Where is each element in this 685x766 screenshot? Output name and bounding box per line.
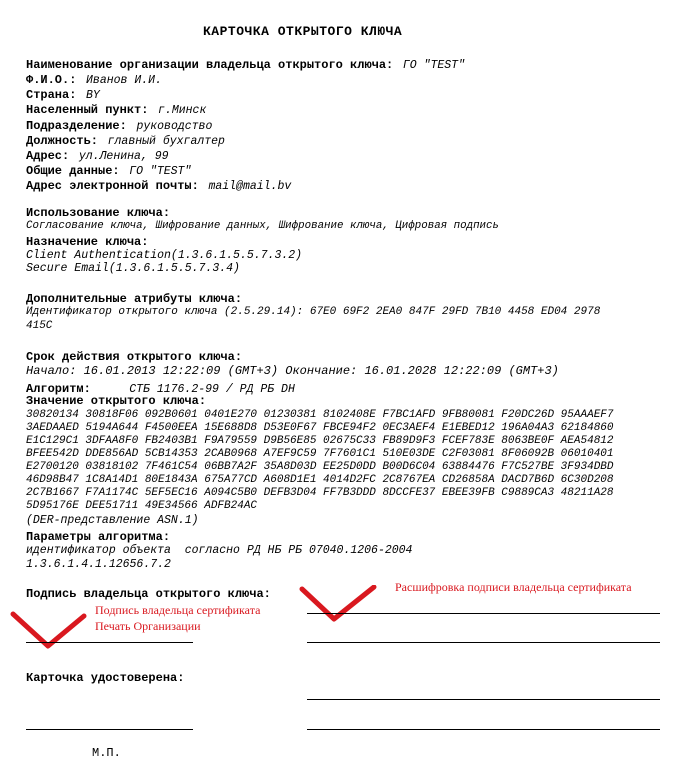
key-line: 30820134 30818F06 092B0601 0401E270 01230381 8102408E F7BC1AFD 9FB80081 F20DC26D 95AAAEF7 (26, 409, 614, 421)
owner-position-value: главный бухгалтер (107, 135, 225, 148)
owner-address-label: Адрес: (26, 149, 70, 163)
owner-common-value: ГО "TEST" (129, 165, 192, 178)
owner-fio-value: Иванов И.И. (86, 74, 162, 87)
signature-line (307, 699, 660, 700)
signature-label: Подпись владельца открытого ключа: (26, 587, 271, 601)
attributes-line-1: Идентификатор открытого ключа (2.5.29.14): 67E0 69F2 2EA0 847F 29FD 7B10 4458 ED04 2978 (26, 306, 601, 318)
usage-value: Согласование ключа, Шифрование данных, Шифрование ключа, Цифровая подпись (26, 220, 499, 232)
signature-line (26, 729, 193, 730)
owner-fio-label: Ф.И.О.: (26, 73, 77, 87)
key-line: 3AEDAAED 5194A644 F4500EEA 15E688D8 D53E0F67 FBCE94F2 0EC3AEF4 E1EBED12 196A04A3 62184860 (26, 422, 614, 434)
key-value-label: Значение открытого ключа: (26, 394, 207, 408)
key-line: E1C129C1 3DFAA8F0 FB2403B1 F9A79559 D9B56E85 02675C33 FB89D9F3 FCEF783E 8063BE0F AEA54812 (26, 435, 614, 447)
sign-annotation-2: Печать Организации (95, 619, 201, 633)
params-line-2: 1.3.6.1.4.1.12656.7.2 (26, 558, 171, 571)
checkmark-icon (298, 585, 378, 625)
signature-line (307, 613, 660, 614)
key-line: E2700120 03818102 7F461C54 06BB7A2F 35A8D03D EE25D0DD B00D6C04 63884476 F7C527BE 3F934DBD (26, 461, 614, 473)
attributes-label: Дополнительные атрибуты ключа: (26, 292, 243, 306)
certified-label: Карточка удостоверена: (26, 671, 185, 685)
params-line-1: идентификатор объекта согласно РД НБ РБ 07040.1206-2004 (26, 544, 413, 557)
owner-dept-label: Подразделение: (26, 119, 127, 133)
der-note: (DER-представление ASN.1) (26, 514, 199, 527)
decode-annotation: Расшифровка подписи владельца сертификата (395, 580, 632, 594)
owner-dept-value: руководство (136, 120, 213, 133)
owner-common-label: Общие данные: (26, 164, 120, 178)
owner-address-value: ул.Ленина, 99 (78, 150, 169, 163)
owner-email-value: mail@mail.bv (208, 180, 292, 193)
sign-annotation-1: Подпись владельца сертификата (95, 603, 261, 617)
owner-email-row (26, 176, 291, 194)
checkmark-icon (8, 610, 88, 650)
attributes-line-2: 415C (26, 320, 53, 332)
page-title: КАРТОЧКА ОТКРЫТОГО КЛЮЧА (203, 24, 403, 39)
key-line: 2C7B1667 F7A1174C 5EF5EC16 A094C5B0 DEFB3D04 FF7B3DDD 8DCCFE37 EBEE39FB C9889CA3 48211A28 (26, 487, 614, 499)
owner-email-label: Адрес электронной почты: (26, 179, 199, 193)
stamp-label: М.П. (92, 746, 121, 760)
owner-country-label: Страна: (26, 88, 77, 102)
key-line: 5D95176E DEE51711 49E34566 ADFB24AC (26, 500, 258, 512)
purpose-label: Назначение ключа: (26, 235, 149, 249)
owner-city-value: г.Минск (158, 104, 207, 117)
signature-line (26, 642, 193, 643)
validity-value: Начало: 16.01.2013 12:22:09 (GMT+3) Окончание: 16.01.2028 12:22:09 (GMT+3) (26, 364, 559, 378)
owner-position-label: Должность: (26, 134, 99, 148)
owner-country-value: BY (86, 89, 100, 102)
signature-line (307, 729, 660, 730)
purpose-line-2: Secure Email(1.3.6.1.5.5.7.3.4) (26, 262, 240, 275)
owner-org-value: ГО "TEST" (402, 59, 465, 72)
algo-value: СТБ 1176.2-99 / РД РБ DH (129, 383, 295, 396)
params-label: Параметры алгоритма: (26, 530, 171, 544)
validity-label: Срок действия открытого ключа: (26, 350, 243, 364)
purpose-line-1: Client Authentication(1.3.6.1.5.5.7.3.2) (26, 249, 303, 262)
owner-org-label: Наименование организации владельца открытого ключа: (26, 58, 394, 72)
key-line: 46D98B47 1C8A14D1 80E1843A 675A77CD A608D1E1 4014D2FC 2C8767EA CD26858A DACD7B6D 6C30D208 (26, 474, 614, 486)
signature-line (307, 642, 660, 643)
usage-label: Использование ключа: (26, 206, 171, 220)
key-line: BFEE542D DDE856AD 5CB14353 2CAB0968 A7EF9C59 7F7601C1 510E03DE C2F03081 8F06092B 06010401 (26, 448, 614, 460)
algo-label: Алгоритм: (26, 382, 91, 396)
owner-city-label: Населенный пункт: (26, 103, 149, 117)
